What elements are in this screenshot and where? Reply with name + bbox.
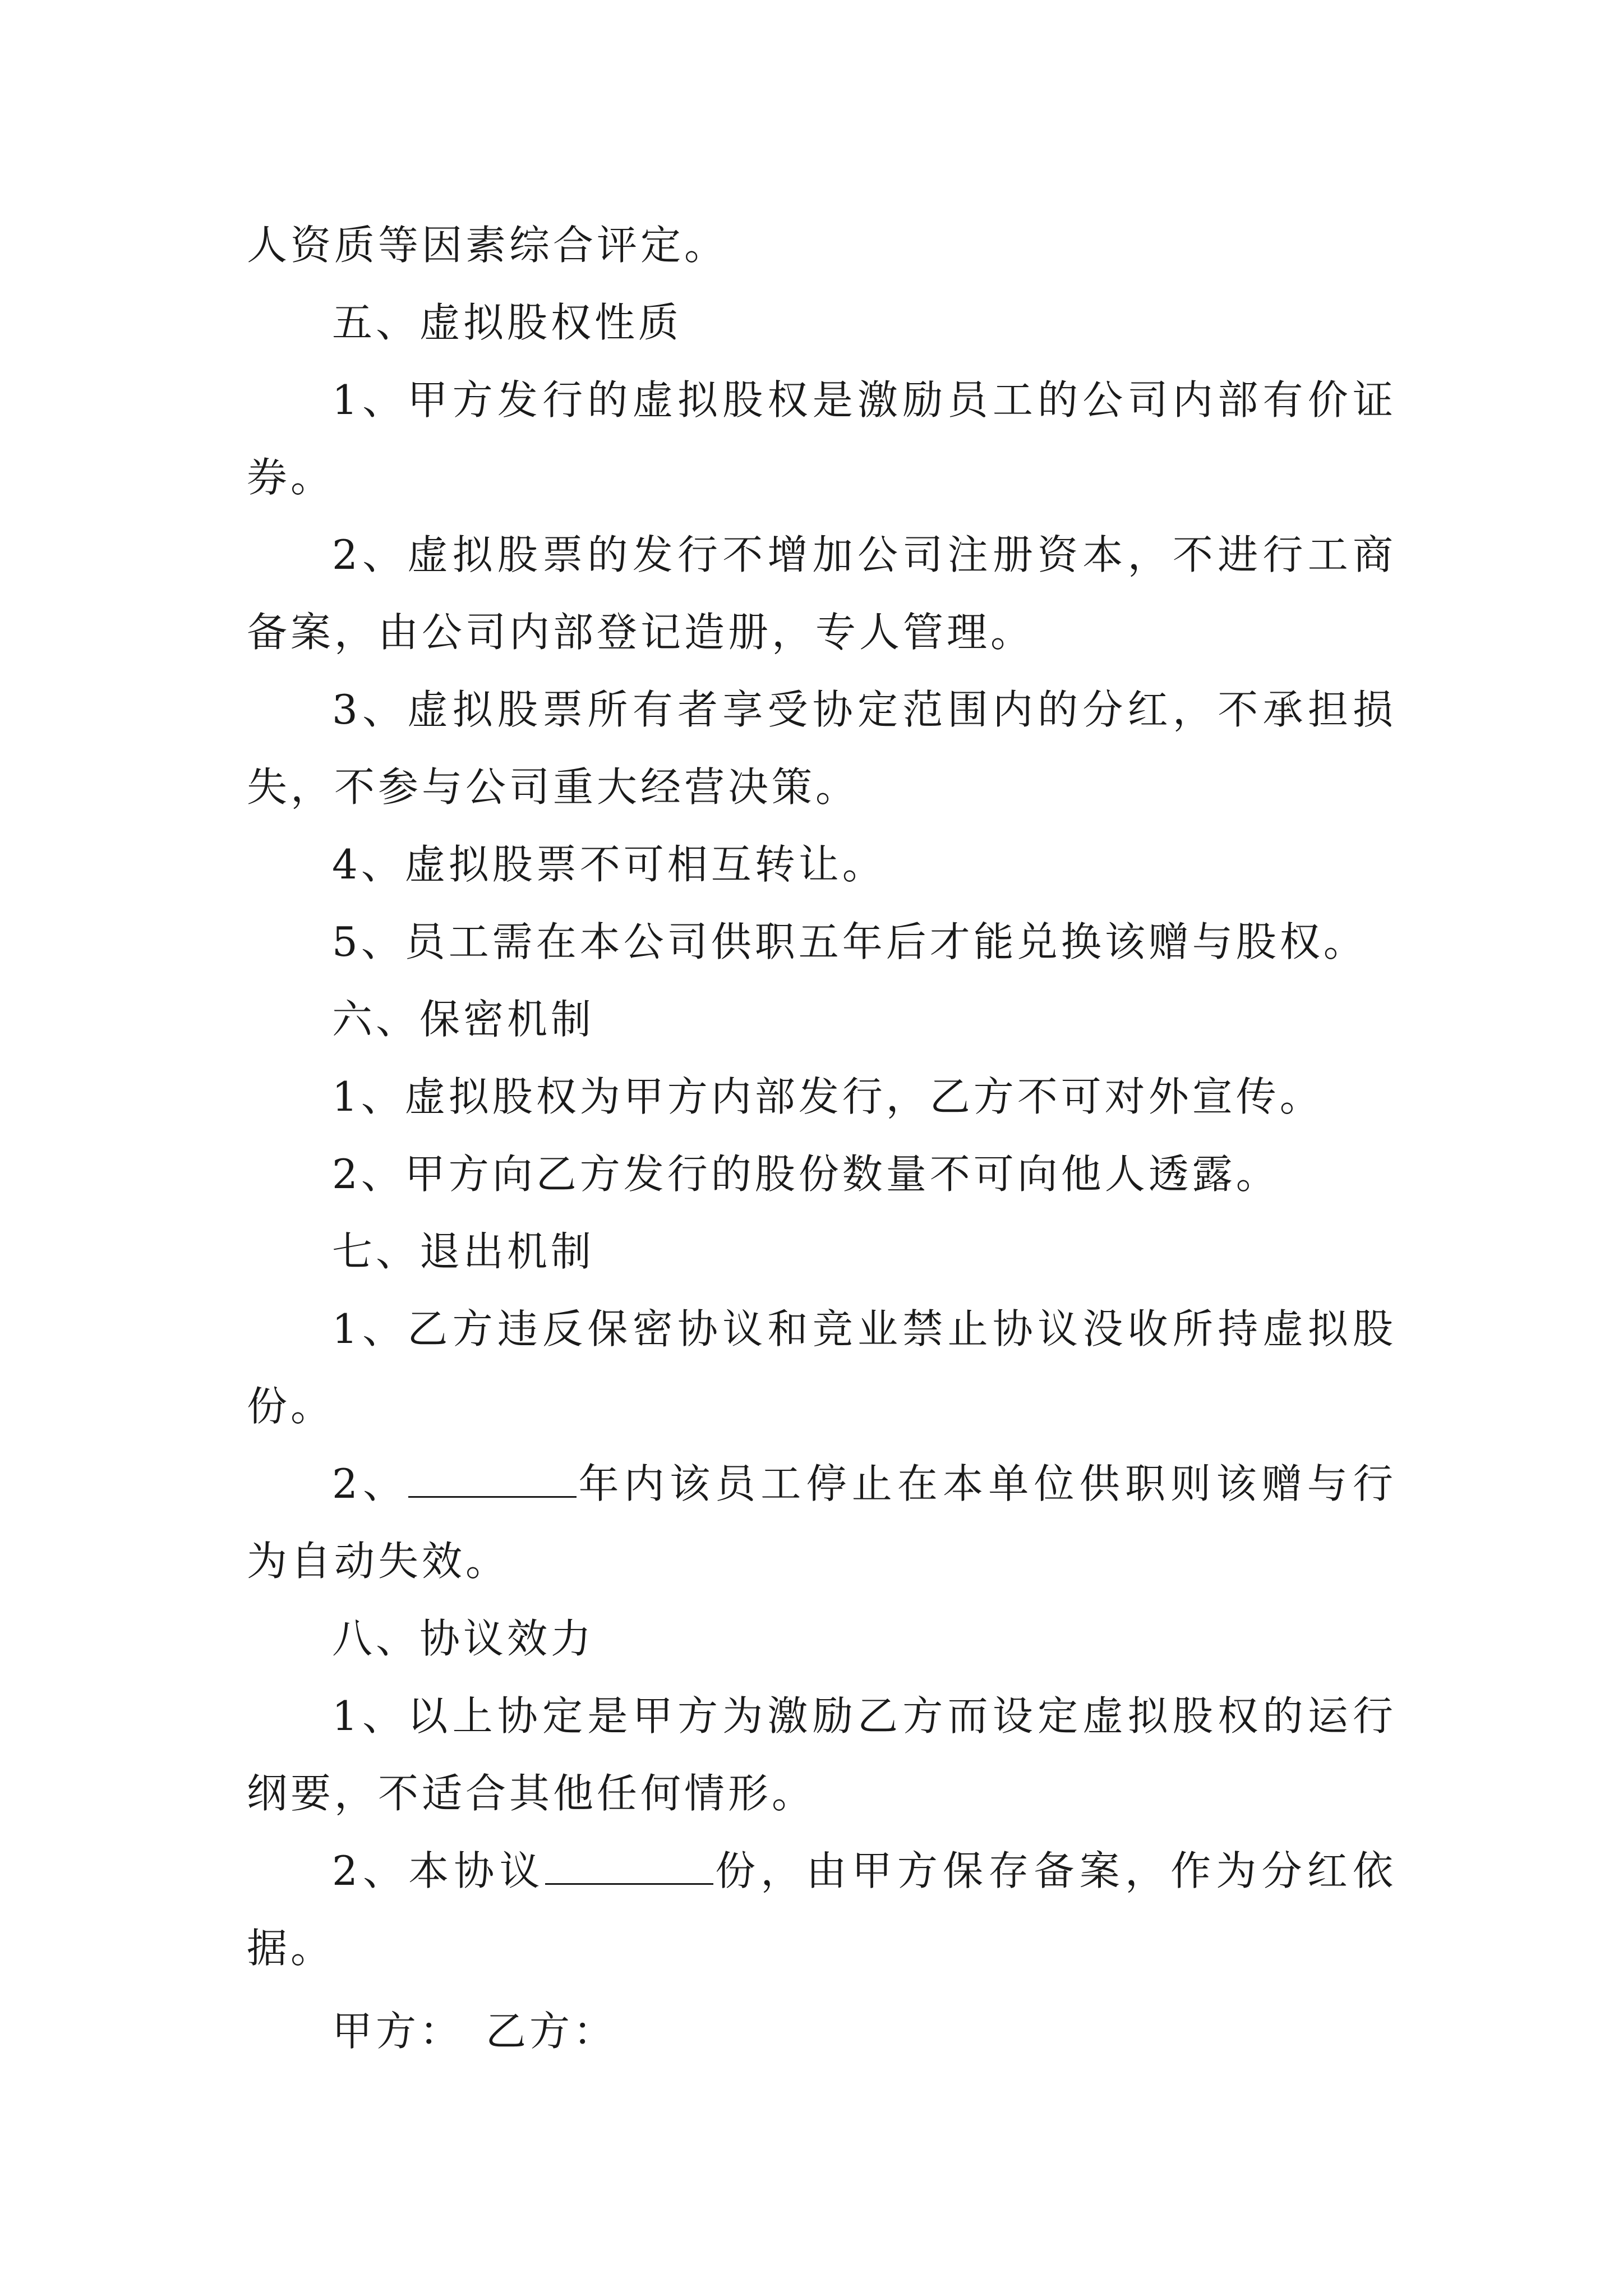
- section-heading-6: 六、保密机制: [332, 996, 595, 1043]
- clause-8-2-prefix: 2、本协议: [332, 1847, 545, 1894]
- section-heading-5: 五、虚拟股权性质: [332, 299, 683, 346]
- clause-5-4: 4、虚拟股票不可相互转让。: [332, 841, 886, 888]
- signature-line: [247, 1993, 1396, 2070]
- party-a-label: 甲方：: [332, 2008, 464, 2055]
- clause-5-3: 3、虚拟股票所有者享受协定范围内的分红，不承担损失，不参与公司重大经营决策。: [247, 686, 1396, 811]
- clause-7-2-text: 年内该员工停止在本单位供职则该赠与行为自动失效。: [247, 1460, 1396, 1585]
- copies-blank-field[interactable]: [545, 1849, 713, 1885]
- clause-5-2: 2、虚拟股票的发行不增加公司注册资本，不进行工商备案，由公司内部登记造册，专人管理。: [247, 531, 1396, 656]
- paragraph-continuation: 人资质等因素综合评定。: [247, 222, 728, 269]
- party-b-label: 乙方：: [486, 2008, 617, 2055]
- clause-7-1: 1、乙方违反保密协议和竞业禁止协议没收所持虚拟股份。: [247, 1305, 1396, 1430]
- document-body: [247, 206, 1396, 2070]
- clause-7-2-prefix: 2、: [332, 1460, 409, 1507]
- clause-8-2: [247, 1832, 1396, 1987]
- section-heading-7: 七、退出机制: [332, 1228, 595, 1275]
- clause-6-1: 1、虚拟股权为甲方内部发行，乙方不可对外宣传。: [332, 1073, 1324, 1120]
- section-heading-8: 八、协议效力: [332, 1615, 595, 1662]
- clause-5-1: 1、甲方发行的虚拟股权是激励员工的公司内部有价证券。: [247, 376, 1396, 501]
- clause-5-5: 5、员工需在本公司供职五年后才能兑换该赠与股权。: [332, 918, 1367, 965]
- clause-6-2: 2、甲方向乙方发行的股份数量不可向他人透露。: [332, 1151, 1280, 1198]
- clause-8-1: 1、以上协定是甲方为激励乙方而设定虚拟股权的运行纲要，不适合其他任何情形。: [247, 1692, 1396, 1817]
- years-blank-field[interactable]: [408, 1462, 577, 1498]
- clause-7-2: [247, 1445, 1396, 1600]
- clause-8-2-text: 份，由甲方保存备案，作为分红依据。: [247, 1847, 1396, 1972]
